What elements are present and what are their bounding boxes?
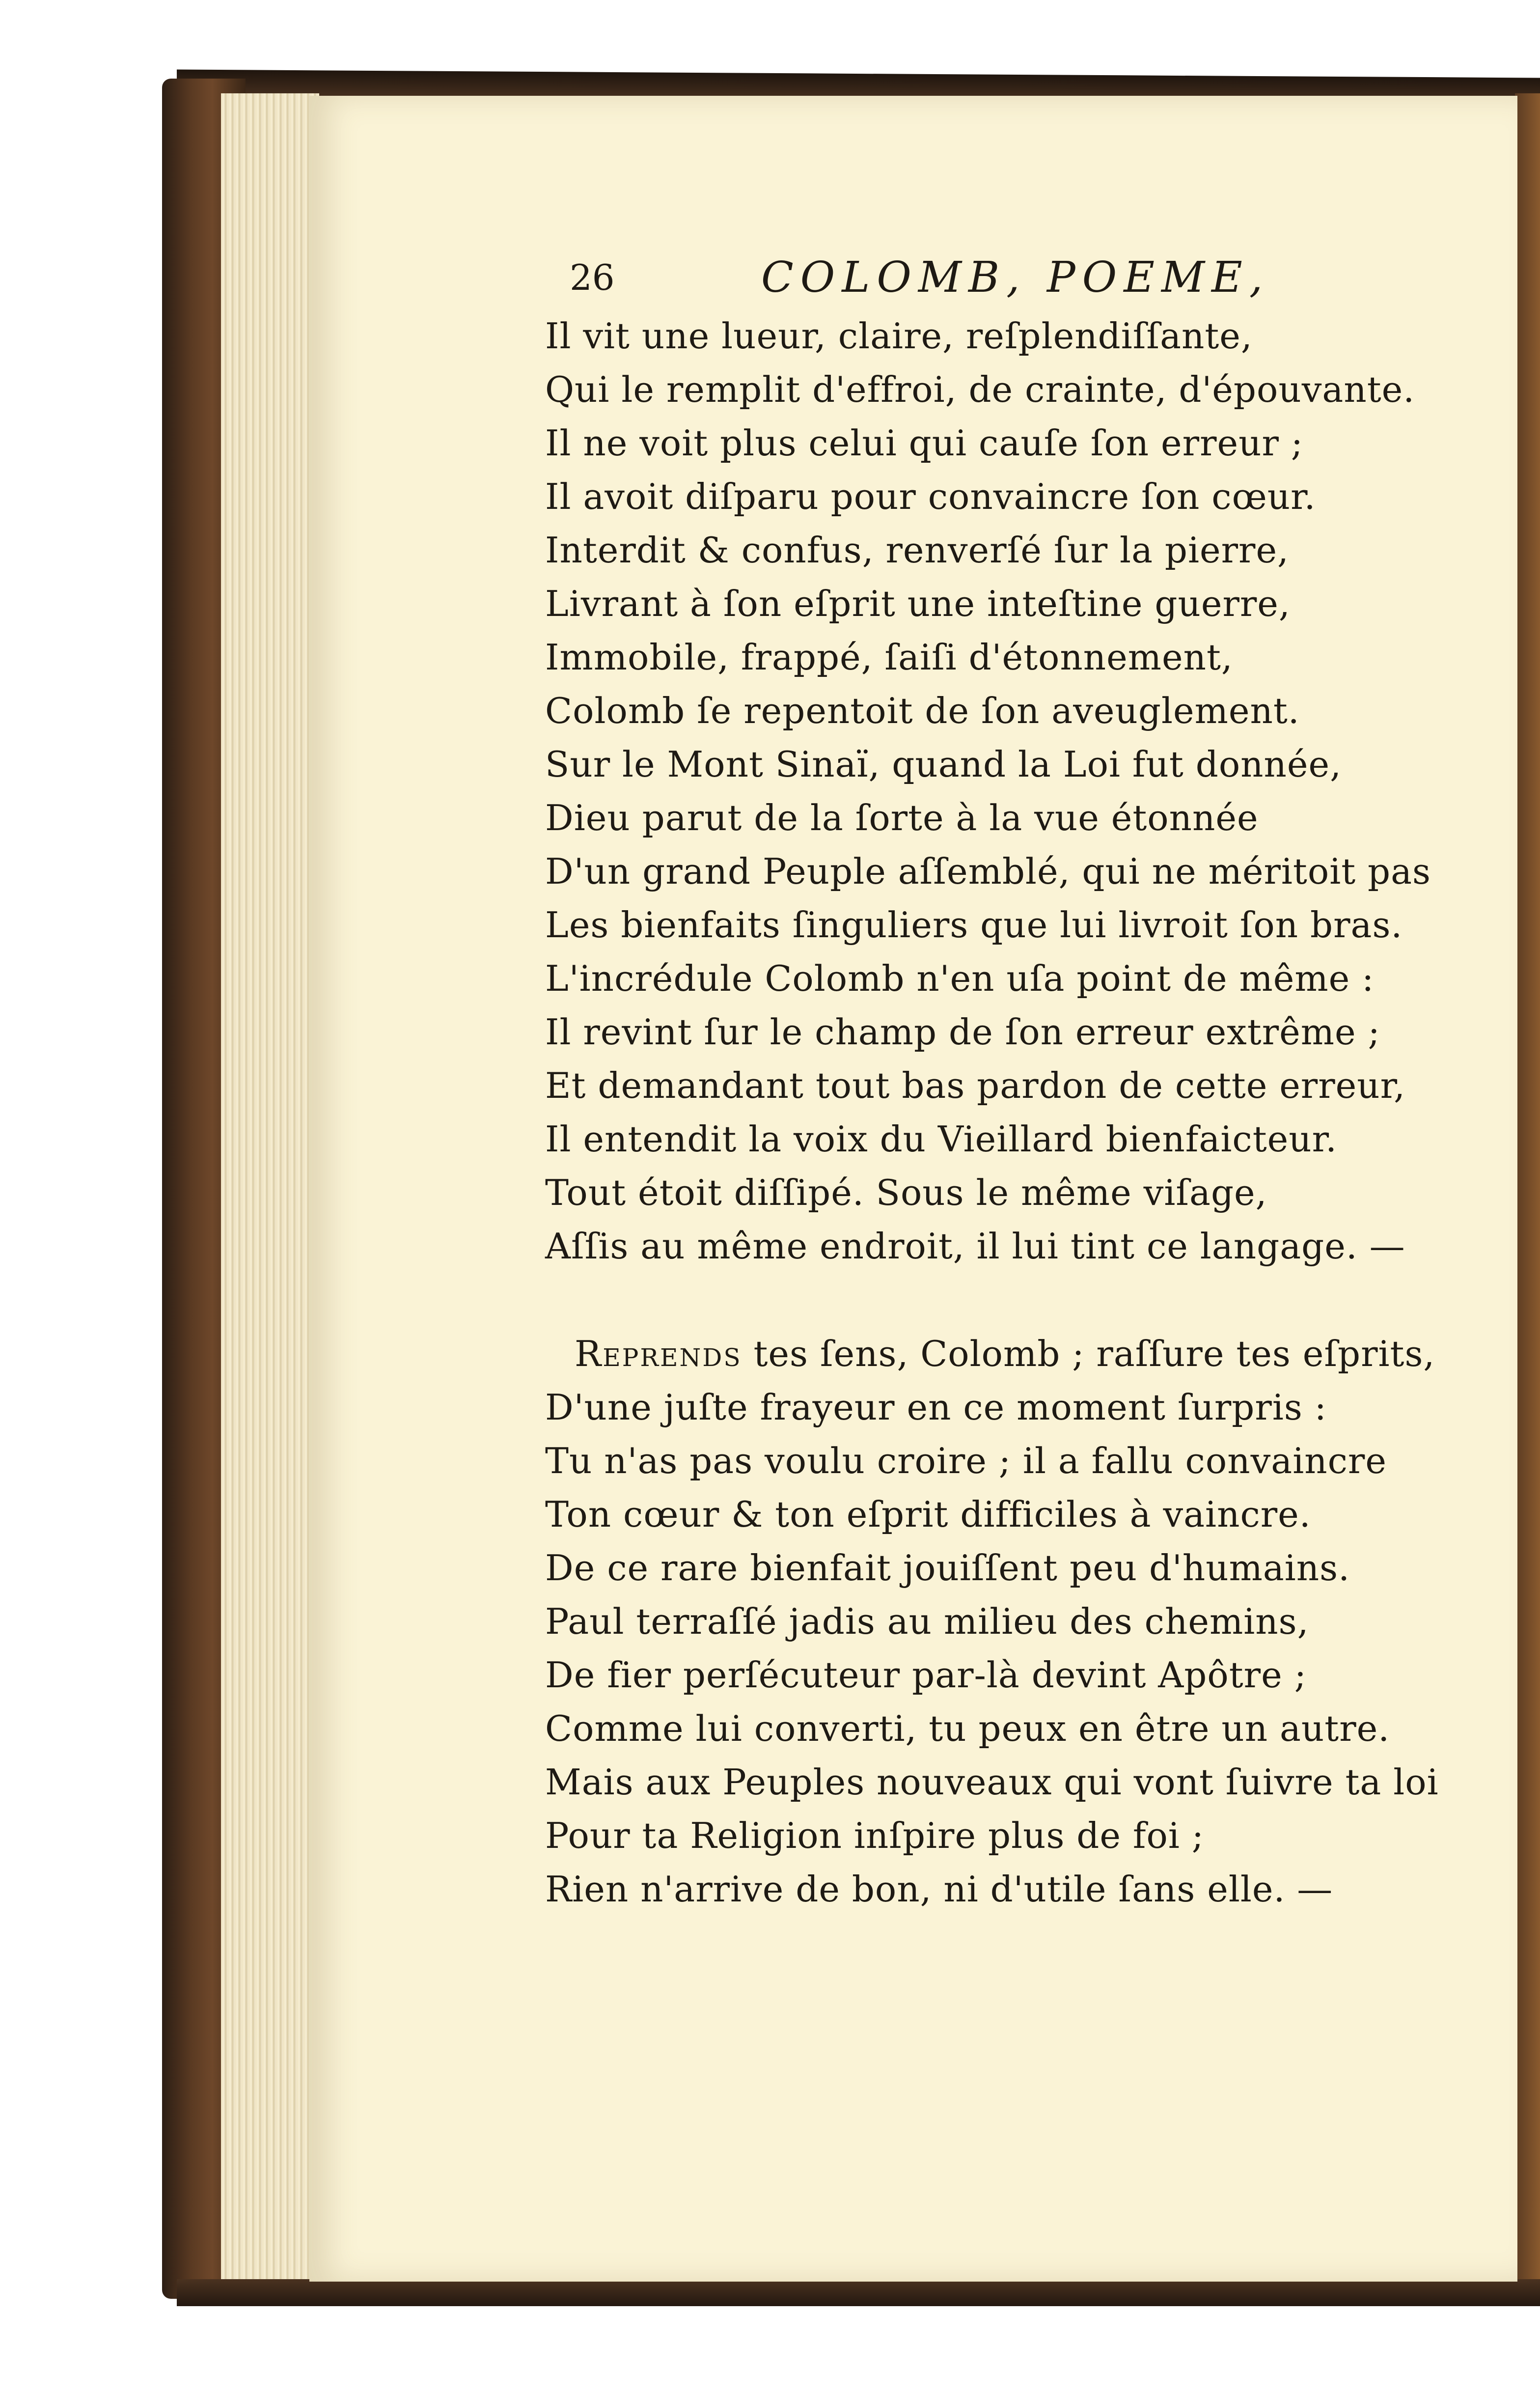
verse-line: Immobile, frappé, ſaiſi d'étonnement,: [545, 637, 1233, 678]
verse-line: Colomb ſe repentoit de ſon aveuglement.: [545, 690, 1300, 731]
verse-line: Tu n'as pas voulu croire ; il a fallu convaincre: [545, 1440, 1387, 1481]
stanza-1: [545, 309, 1478, 1273]
verse-line: Il ne voit plus celui qui cauſe ſon erreur ;: [545, 422, 1304, 464]
opening-line-rest: tes ſens, Colomb ; raſſure tes eſprits,: [742, 1333, 1435, 1374]
verse-line: De ce rare bienfait jouiſſent peu d'humains.: [545, 1547, 1350, 1589]
verse-line: Et demandant tout bas pardon de cette erreur,: [545, 1065, 1406, 1106]
verse-line: Les bienfaits ſinguliers que lui livroit ſon bras.: [545, 904, 1403, 946]
verse-line: Rien n'arrive de bon, ni d'utile ſans elle. —: [545, 1869, 1333, 1910]
verse-line: Il vit une lueur, claire, reſplendiſſante,: [545, 315, 1253, 357]
verse-line: Pour ta Religion inſpire plus de foi ;: [545, 1815, 1205, 1856]
verse-line: Mais aux Peuples nouveaux qui vont ſuivre ta loi: [545, 1761, 1439, 1803]
verse-line: L'incrédule Colomb n'en uſa point de même :: [545, 958, 1375, 999]
opening-word: Reprends: [575, 1333, 742, 1374]
stanza-break: [545, 1273, 1478, 1327]
cover-right-edge: [1515, 93, 1540, 2299]
verse-line: Interdit & confus, renverſé ſur la pierre,: [545, 530, 1289, 571]
stanza-2: [545, 1327, 1478, 1916]
verse-line: Il avoit diſparu pour convaincre ſon cœur.: [545, 476, 1316, 517]
verse-line: D'une juſte frayeur en ce moment ſurpris :: [545, 1387, 1327, 1428]
verse-line: D'un grand Peuple aſſemblé, qui ne méritoit pas: [545, 851, 1431, 892]
page-number: 26: [570, 257, 615, 298]
poem-text-block: [545, 246, 1478, 1916]
verse-line: Qui le remplit d'effroi, de crainte, d'épouvante.: [545, 369, 1415, 410]
running-head: [545, 246, 1478, 309]
verse-line: Dieu parut de la ſorte à la vue étonnée: [545, 797, 1259, 838]
verse-line: Comme lui converti, tu peux en être un autre.: [545, 1708, 1390, 1749]
cover-bottom-edge: [177, 2279, 1540, 2306]
verse-line: Sur le Mont Sinaï, quand la Loi fut donnée,: [545, 744, 1342, 785]
verse-line: Tout étoit diſſipé. Sous le même viſage,: [545, 1172, 1267, 1213]
verse-line-opening: [545, 1327, 1478, 1381]
verse-line: Il revint ſur le champ de ſon erreur extrême ;: [545, 1011, 1380, 1053]
verse-line: De fier perſécuteur par-là devint Apôtre ;: [545, 1654, 1307, 1696]
verse-line: Il entendit la voix du Vieillard bienfaicteur.: [545, 1118, 1338, 1160]
verse-line: Paul terraſſé jadis au milieu des chemins,: [545, 1601, 1309, 1642]
running-title: COLOMB, POEME,: [761, 253, 1270, 302]
verse-line: Ton cœur & ton eſprit difficiles à vaincre.: [545, 1494, 1311, 1535]
verse-line: Livrant à ſon eſprit une inteſtine guerre,: [545, 583, 1291, 624]
verse-line: Aſſis au même endroit, il lui tint ce langage. —: [545, 1226, 1405, 1267]
page-edges: [221, 93, 319, 2279]
